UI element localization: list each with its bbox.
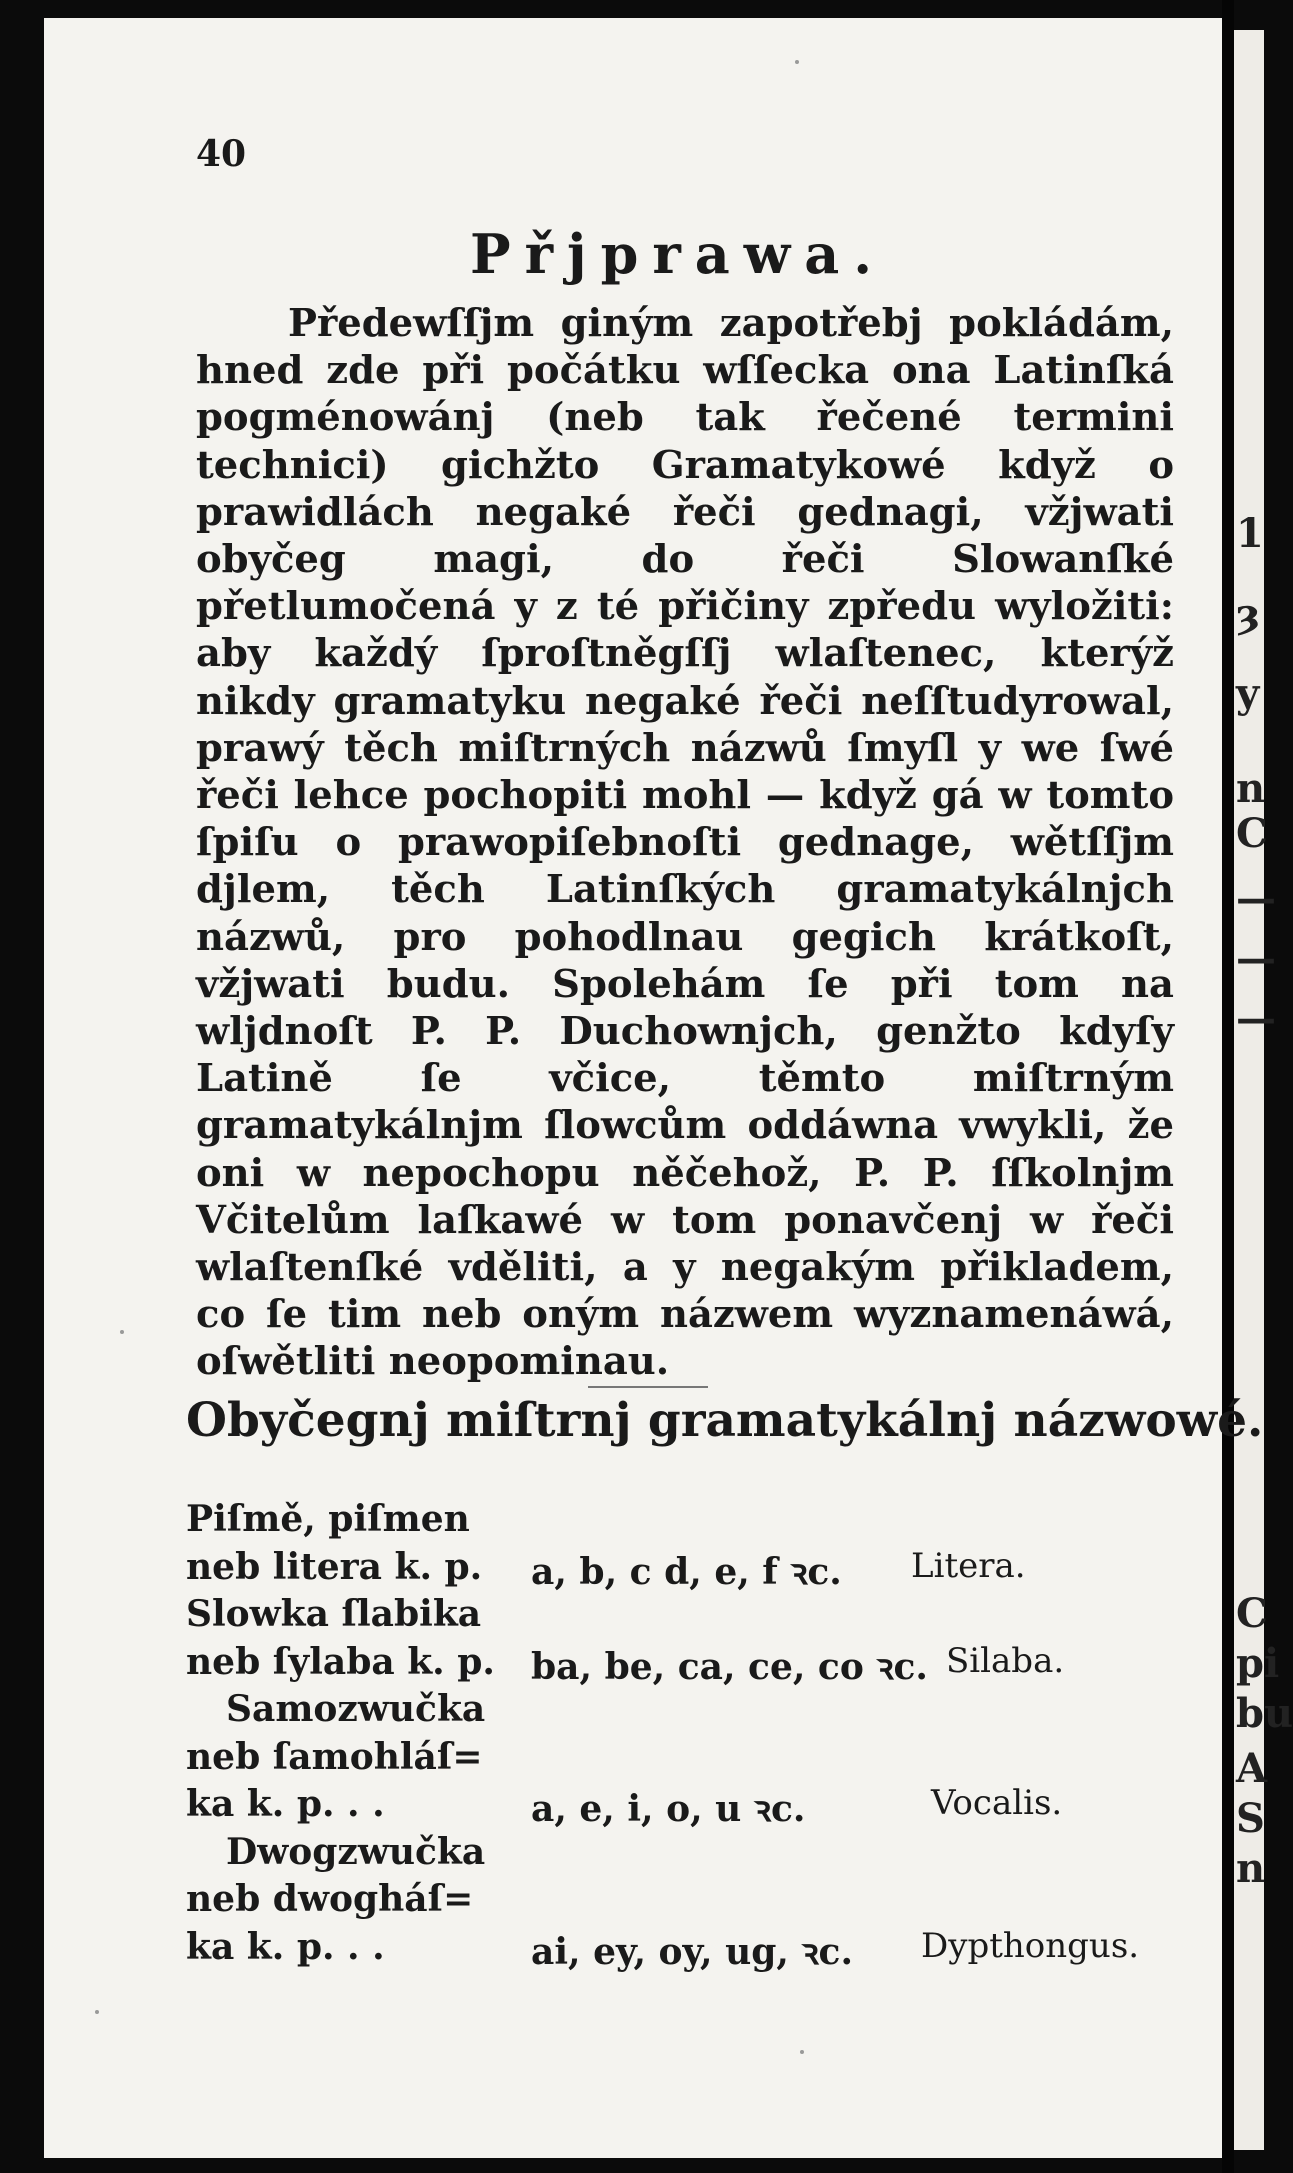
terms-table (186, 1498, 1176, 1973)
term-line: Piſmě, piſmen (186, 1498, 470, 1540)
fragment: ȝ (1236, 590, 1261, 637)
paper-speck (120, 1330, 124, 1334)
fragment: S (1236, 1795, 1265, 1842)
paper-speck (800, 2050, 804, 2054)
latin-term: Dypthongus. (921, 1925, 1140, 1966)
term-line: Dwogzwučka (226, 1830, 486, 1873)
fragment: — (1236, 935, 1276, 982)
fragment: n (1236, 765, 1266, 812)
term-examples: ba, be, ca, ce, co ꝛc. (531, 1645, 928, 1688)
body-paragraph-block (196, 300, 1174, 1386)
term-line: ka k. p. . . (186, 1925, 385, 1968)
fragment: bu (1236, 1690, 1293, 1737)
body-paragraph: Předewſſjm giným zapotřebj pokládám, hned zde při počátku wſſecka ona Latinſká pogménowánj (neb tak řečené termini technici) gichžto Gramatykowé když o prawidlách negaké řeči gednagi, vžjwati obyčeg magi, do řeči Slowanſké přetlumočená y z té přičiny zpředu wyložiti: aby každý ſproſtněgſſj wlaſtenec, kterýž nikdy gramatyku negaké řeči neſſtudyrowal, prawý těch miſtrných názwů ſmyſl y we ſwé řeči lehce pochopiti mohl — když gá w tomto ſpiſu o prawopiſebnoſti gednage, wětſſjm djlem, těch Latinſkých gramatykálnjch názwů, pro pohodlnau gegich krátkoſt, vžjwati budu. Spolehám ſe při tom na wljdnoſt P. P. Duchownjch, genžto kdyſy Latině ſe včice, těmto miſtrným gramatykálnjm ſlowcům oddáwna vwykli, že oni w nepochopu něčehož, P. P. ſſkolnjm Včitelům laſkawé w tom ponavčenj w řeči wlaſtenſké vděliti, a y negakým přikladem, co ſe tim neb oným názwem wyznamenáwá, oſwětliti neopominau. (196, 301, 1174, 1385)
term-line: neb ſamohláſ= (186, 1735, 483, 1778)
table-row (186, 1498, 1176, 1546)
adjacent-page-strip (1234, 30, 1293, 2150)
table-row (186, 1831, 1176, 1879)
term-line: ka k. p. . . (186, 1783, 385, 1825)
term-examples: ai, ey, oy, ug, ꝛc. (531, 1930, 853, 1973)
term-line: neb ſylaba k. p. (186, 1640, 495, 1683)
table-row (186, 1641, 1176, 1689)
table-row (186, 1878, 1176, 1926)
latin-term: Litera. (911, 1545, 1026, 1586)
latin-term: Vocalis. (931, 1783, 1063, 1823)
fragment: 1 (1236, 510, 1264, 557)
fragment: y (1236, 670, 1260, 717)
fragment: C (1236, 1590, 1268, 1637)
latin-term: Silaba. (946, 1640, 1065, 1681)
term-line: neb litera k. p. (186, 1545, 483, 1588)
term-line: Slowka ſlabika (186, 1593, 482, 1635)
page-number: 40 (196, 133, 247, 175)
paper-speck (795, 60, 799, 64)
term-line: Samozwučka (226, 1688, 486, 1730)
fragment: pi (1236, 1640, 1280, 1687)
table-row (186, 1688, 1176, 1736)
fragment: C (1236, 810, 1268, 857)
table-row (186, 1546, 1176, 1594)
fragment: — (1236, 875, 1276, 922)
fragment: A (1236, 1745, 1268, 1792)
paper-speck (95, 2010, 99, 2014)
term-examples: a, e, i, o, u ꝛc. (531, 1788, 806, 1830)
term-examples: a, b, c d, e, f ꝛc. (531, 1550, 842, 1593)
table-row (186, 1783, 1176, 1831)
section-heading: Obyčegnj miſtrnj gramatykálnj názwowé. (186, 1393, 1264, 1448)
fragment: n (1236, 1845, 1266, 1892)
term-line: neb dwogháſ= (186, 1878, 474, 1920)
section-divider (588, 1386, 708, 1388)
table-row (186, 1736, 1176, 1784)
table-row (186, 1593, 1176, 1641)
page-title: Přjprawa. (470, 222, 887, 286)
fragment: — (1236, 995, 1276, 1042)
page-gutter (1222, 0, 1234, 2173)
table-row (186, 1926, 1176, 1974)
